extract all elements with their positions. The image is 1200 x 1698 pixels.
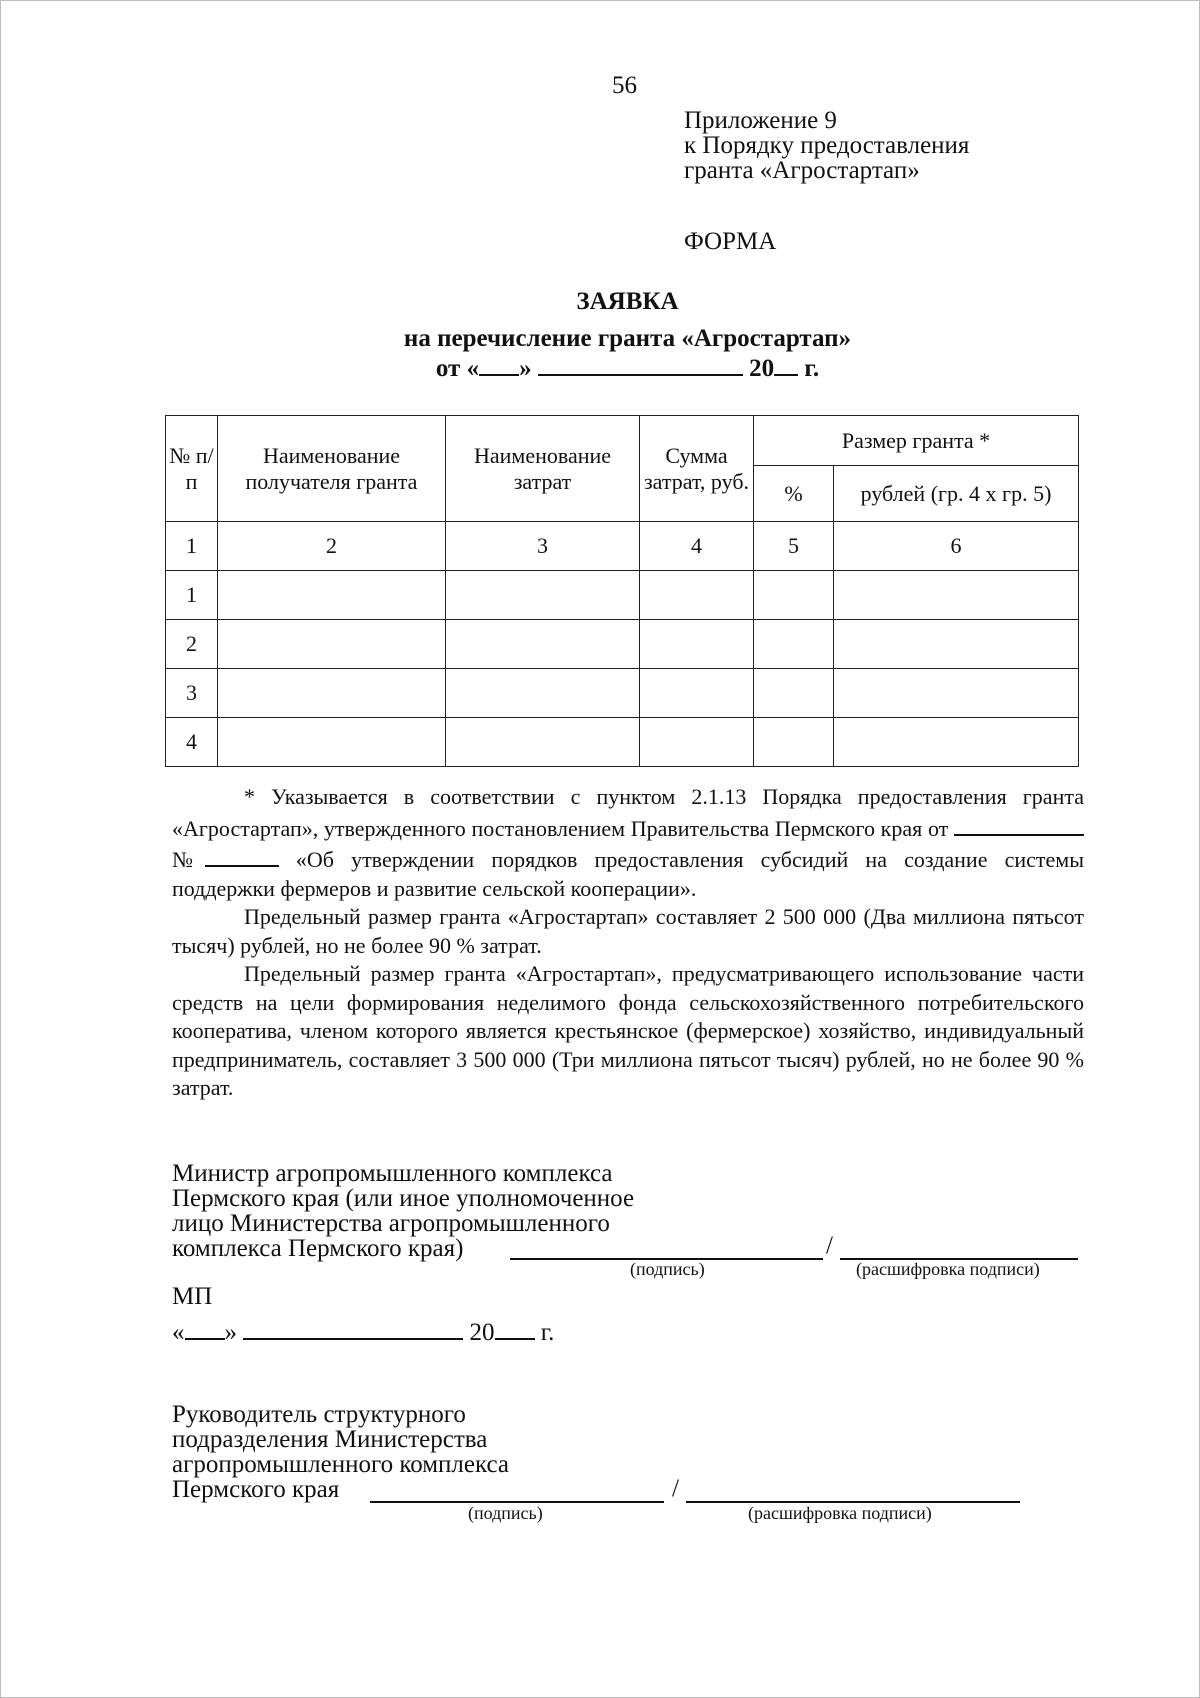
header-costs-sum: Сумма затрат, руб. <box>640 416 754 522</box>
header-num: № п/п <box>166 416 218 522</box>
signature-separator: / <box>826 1232 833 1259</box>
footnote-1-decree-title: «Об утверждении порядков предоставления субсидий на создание системы поддержки фермеров и развитие сельской кооперации». <box>172 847 1085 901</box>
header-recipient: Наименование получателя гранта <box>218 416 446 522</box>
costs-name-cell[interactable] <box>446 620 640 669</box>
header-costs-name: Наименование затрат <box>446 416 640 522</box>
minister-signature-block <box>172 1161 634 1261</box>
signer-title-line: Министр агропромышленного комплекса <box>172 1160 613 1187</box>
appendix-line: к Порядку предоставления <box>684 132 970 159</box>
rubles-cell[interactable] <box>834 571 1079 620</box>
footnote-1-from: от <box>927 815 949 841</box>
document-title: ЗАЯВКА <box>576 288 679 315</box>
page-number: 56 <box>612 72 637 99</box>
row-number: 1 <box>166 571 218 620</box>
column-number: 5 <box>754 522 834 571</box>
footnote-2: Предельный размер гранта «Агростартап» составляет 2 500 000 (Два миллиона пятьсот тысяч) рублей, но не более 90 % затрат. <box>172 904 1084 958</box>
costs-sum-cell[interactable] <box>640 669 754 718</box>
date-suffix: г. <box>804 355 820 382</box>
signature-decode-caption: (расшифровка подписи) <box>748 1503 932 1523</box>
footnote-1-number-sign: № <box>172 847 205 872</box>
date-mid: » <box>519 355 532 382</box>
date-prefix: от « <box>435 355 480 382</box>
percent-cell[interactable] <box>754 571 834 620</box>
signer-title-line: Пермского края <box>172 1476 340 1503</box>
signer-title-line: Руководитель структурного <box>172 1401 466 1428</box>
column-number: 1 <box>166 522 218 571</box>
costs-name-cell[interactable] <box>446 669 640 718</box>
appendix-line: Приложение 9 <box>684 107 837 134</box>
table-row <box>166 669 1079 718</box>
recipient-cell[interactable] <box>218 571 446 620</box>
signer-title-line: агропромышленного комплекса <box>172 1451 510 1478</box>
footnote-3: Предельный размер гранта «Агростартап», предусматривающего использование части средств на цели формирования неделимого фонда сельскохозяйственного потребительского кооператива, членом которого является крестьянское (фермерское) хозяйство, индивидуальный предприниматель, составляет 3 500 000 (Три миллиона пятьсот тысяч) рублей, но не более 90 % затрат. <box>172 961 1084 1100</box>
percent-cell[interactable] <box>754 620 834 669</box>
percent-cell[interactable] <box>754 669 834 718</box>
recipient-cell[interactable] <box>218 718 446 767</box>
recipient-cell[interactable] <box>218 669 446 718</box>
month-blank <box>538 352 743 376</box>
costs-name-cell[interactable] <box>446 718 640 767</box>
row-number: 3 <box>166 669 218 718</box>
signer-title-line: подразделения Министерства <box>172 1426 488 1453</box>
form-label: ФОРМА <box>684 228 777 255</box>
decree-number-blank <box>205 843 279 867</box>
month-blank <box>243 1316 463 1340</box>
year-blank <box>495 1316 535 1340</box>
header-percent: % <box>754 466 834 522</box>
rubles-cell[interactable] <box>834 718 1079 767</box>
header-grant-size: Размер гранта * <box>754 416 1079 466</box>
appendix-line: гранта «Агростартап» <box>684 157 920 184</box>
column-number: 3 <box>446 522 640 571</box>
application-date <box>0 352 1200 383</box>
day-blank <box>479 352 519 376</box>
appendix-reference <box>684 108 969 183</box>
column-number-row <box>166 522 1079 571</box>
column-number: 4 <box>640 522 754 571</box>
signature-caption: (подпись) <box>468 1503 543 1523</box>
column-number: 6 <box>834 522 1079 571</box>
costs-sum-cell[interactable] <box>640 571 754 620</box>
footnote-1 <box>172 783 1084 903</box>
rubles-cell[interactable] <box>834 620 1079 669</box>
signer-title-line: Пермского края (или иное уполномоченное <box>172 1185 635 1212</box>
costs-sum-cell[interactable] <box>640 620 754 669</box>
costs-sum-cell[interactable] <box>640 718 754 767</box>
day-blank <box>185 1316 225 1340</box>
signature-separator: / <box>672 1475 679 1502</box>
footnote-1-text: * Указывается в соответствии с пунктом 2.1.13 Порядка предоставления гранта «Агростартап», утвержденного постановлением Правительства Пермского края <box>172 784 1084 841</box>
footnotes <box>172 783 1084 1103</box>
header-rubles: рублей (гр. 4 х гр. 5) <box>834 466 1079 522</box>
date2-suffix: г. <box>540 1319 555 1346</box>
row-number: 4 <box>166 718 218 767</box>
recipient-cell[interactable] <box>218 620 446 669</box>
year-blank <box>774 352 798 376</box>
date-year: 20 <box>749 355 775 382</box>
table-row <box>166 571 1079 620</box>
row-number: 2 <box>166 620 218 669</box>
stamp-place: МП <box>172 1283 213 1310</box>
signature-decode-caption: (расшифровка подписи) <box>856 1259 1040 1279</box>
department-head-signature-block <box>172 1402 509 1502</box>
decree-date-blank <box>954 812 1084 836</box>
signature-caption: (подпись) <box>630 1259 705 1279</box>
table-row <box>166 718 1079 767</box>
signer-title-line: комплекса Пермского края) <box>172 1235 464 1262</box>
signing-date <box>172 1316 554 1347</box>
document-subtitle: на перечисление гранта «Агростартап» <box>403 325 852 352</box>
rubles-cell[interactable] <box>834 669 1079 718</box>
column-number: 2 <box>218 522 446 571</box>
signer-title-line: лицо Министерства агропромышленного <box>172 1210 610 1237</box>
grant-table <box>165 415 1079 767</box>
date2-year: 20 <box>469 1319 495 1346</box>
costs-name-cell[interactable] <box>446 571 640 620</box>
date2-open: « <box>172 1319 185 1346</box>
table-row <box>166 620 1079 669</box>
date2-close: » <box>224 1319 237 1346</box>
percent-cell[interactable] <box>754 718 834 767</box>
